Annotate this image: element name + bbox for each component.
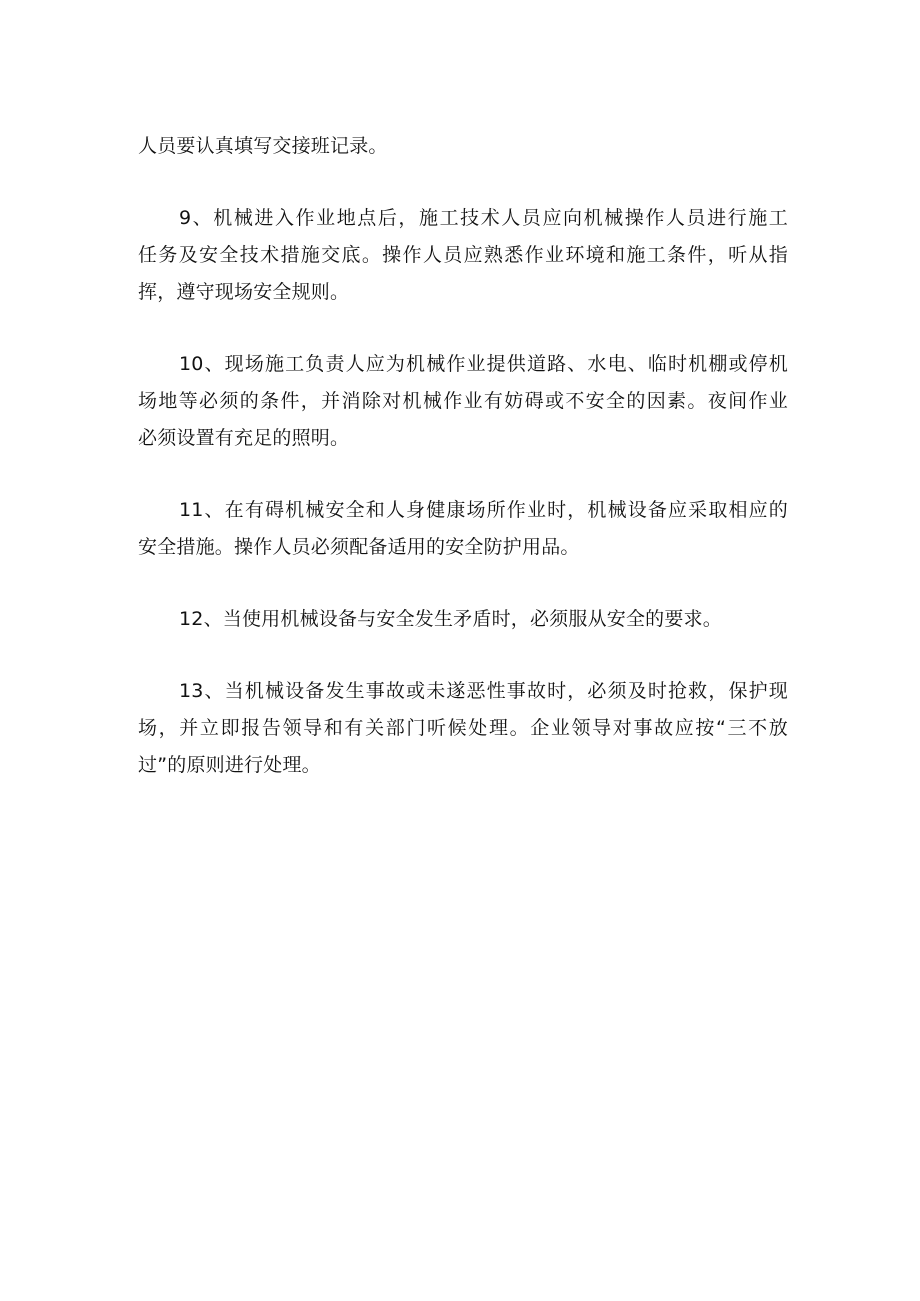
text-line: 过”的原则进行处理。 xyxy=(138,754,321,776)
text-line: 12、当使用机械设备与安全发生矛盾时，必须服从安全的要求。 xyxy=(179,608,722,630)
text-line: 9、机械进入作业地点后，施工技术人员应向机械操作人员进行施工 xyxy=(179,207,788,229)
paragraph-handover-record xyxy=(138,128,788,165)
text-line: 人员要认真填写交接班记录。 xyxy=(138,135,388,157)
text-line: 必须设置有充足的照明。 xyxy=(138,427,350,449)
text-line: 场，并立即报告领导和有关部门听候处理。企业领导对事故应按“三不放 xyxy=(138,717,788,739)
paragraph-item-10 xyxy=(138,346,788,457)
text-line: 场地等必须的条件，并消除对机械作业有妨碍或不安全的因素。夜间作业 xyxy=(138,390,788,412)
paragraph-item-11 xyxy=(138,492,788,566)
text-line: 11、在有碍机械安全和人身健康场所作业时，机械设备应采取相应的 xyxy=(179,499,788,521)
document-body xyxy=(138,128,788,819)
paragraph-item-12 xyxy=(138,601,788,638)
text-line: 13、当机械设备发生事故或未遂恶性事故时，必须及时抢救，保护现 xyxy=(179,680,788,702)
paragraph-item-9 xyxy=(138,200,788,311)
text-line: 10、现场施工负责人应为机械作业提供道路、水电、临时机棚或停机 xyxy=(179,353,788,375)
text-line: 任务及安全技术措施交底。操作人员应熟悉作业环境和施工条件，听从指 xyxy=(138,244,788,266)
text-line: 挥，遵守现场安全规则。 xyxy=(138,281,350,303)
paragraph-item-13 xyxy=(138,673,788,784)
text-line: 安全措施。操作人员必须配备适用的安全防护用品。 xyxy=(138,536,580,558)
